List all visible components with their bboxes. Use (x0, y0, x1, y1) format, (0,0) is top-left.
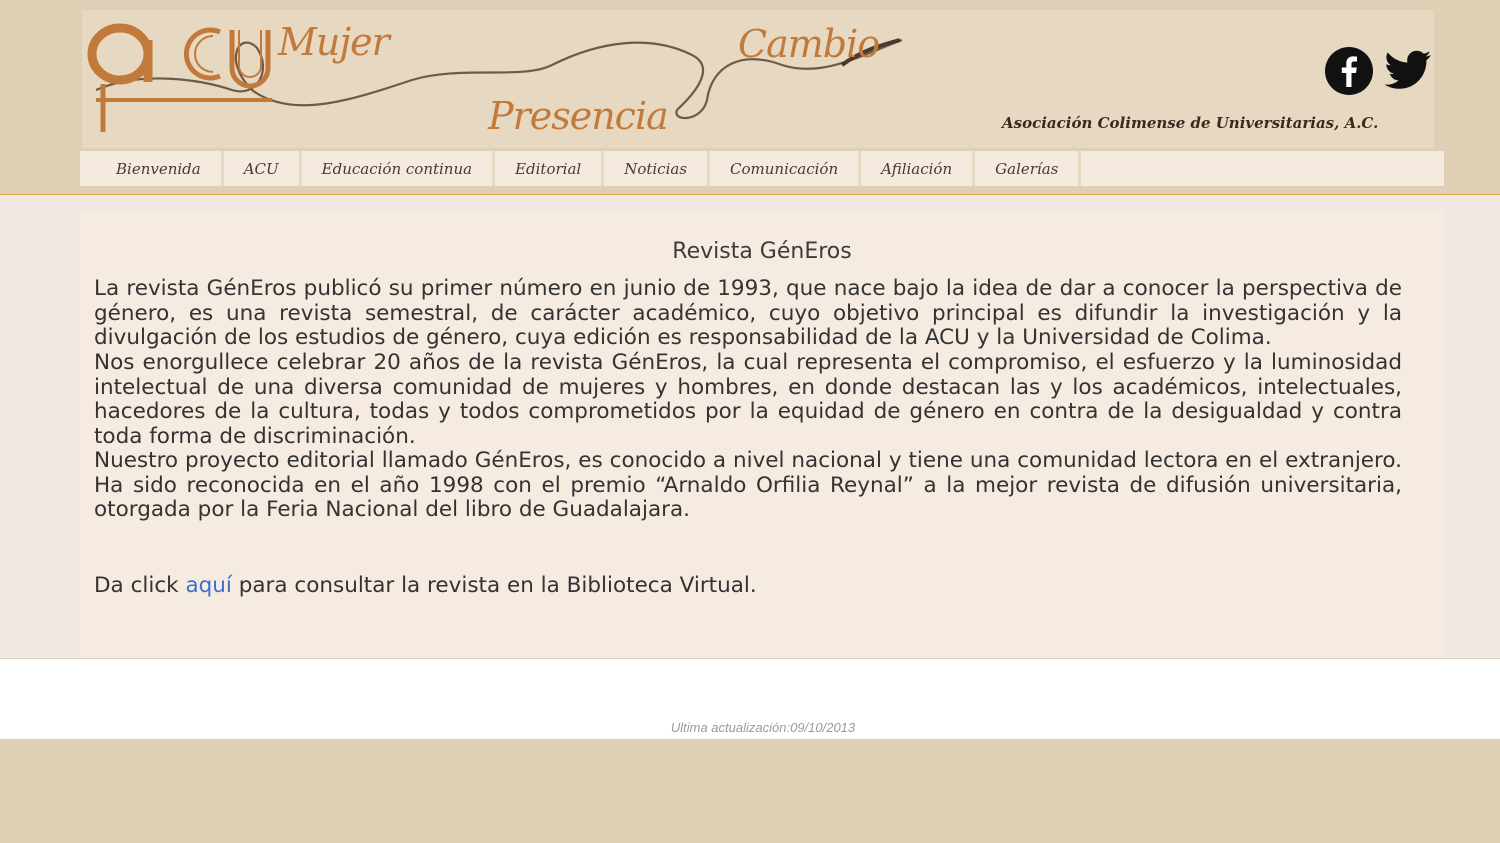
nav-item-galerias[interactable]: Galerías (975, 151, 1081, 186)
article-paragraph-2: Nos enorgullece celebrar 20 años de la revista GénEros, la cual representa el compromiso, el esfuerzo y la luminosidad intelectual de una diversa comunidad de mujeres y hombres, en donde destacan las y los académicos, intelectuales, hacedores de la cultura, todas y todos comprometidos por la equidad de género en contra de la desigualdad y contra toda forma de discriminación. (94, 350, 1402, 449)
biblioteca-link[interactable]: aquí (185, 573, 232, 598)
banner-word-cambio: Cambio (738, 22, 880, 66)
last-updated: Ultima actualización:09/10/2013 (670, 720, 856, 735)
cta-text-after: para consultar la revista en la Biblioteca Virtual. (231, 573, 757, 598)
footer (0, 659, 1500, 739)
cta-line (94, 574, 1402, 599)
article (80, 211, 1444, 658)
nav-item-acu[interactable]: ACU (224, 151, 302, 186)
nav-item-bienvenida[interactable]: Bienvenida (80, 151, 224, 186)
content-area (0, 195, 1500, 659)
nav-item-editorial[interactable]: Editorial (495, 151, 604, 186)
article-paragraph-3: Nuestro proyecto editorial llamado GénEros, es conocido a nivel nacional y tiene una comunidad lectora en el extranjero. Ha sido reconocida en el año 1998 con el premio “Arnaldo Orfilia Reynal” a la mejor revista de difusión universitaria, otorgada por la Feria Nacional del libro de Guadalajara. (94, 448, 1402, 522)
main-nav (80, 151, 1444, 186)
banner-word-presencia: Presencia (488, 94, 668, 138)
banner (82, 10, 1434, 148)
article-paragraph-1: La revista GénEros publicó su primer número en junio de 1993, que nace bajo la idea de dar a conocer la perspectiva de género, es una revista semestral, de carácter académico, cuyo objetivo principal es difundir la investigación y la divulgación de los estudios de género, cuya edición es responsabilidad de la ACU y la Universidad de Colima. (94, 276, 1402, 350)
acu-logo (82, 10, 282, 138)
page-title: Revista GénEros (672, 239, 852, 264)
nav-item-afiliacion[interactable]: Afiliación (861, 151, 975, 186)
banner-word-mujer: Mujer (278, 20, 389, 64)
twitter-icon[interactable] (1382, 46, 1432, 96)
nav-item-educacion-continua[interactable]: Educación continua (302, 151, 495, 186)
facebook-icon[interactable] (1324, 46, 1374, 96)
organization-name: Asociación Colimense de Universitarias, A.C. (1002, 114, 1379, 132)
nav-item-noticias[interactable]: Noticias (604, 151, 710, 186)
header (0, 0, 1500, 195)
nav-item-comunicacion[interactable]: Comunicación (710, 151, 861, 186)
cta-text-before: Da click (94, 573, 186, 598)
